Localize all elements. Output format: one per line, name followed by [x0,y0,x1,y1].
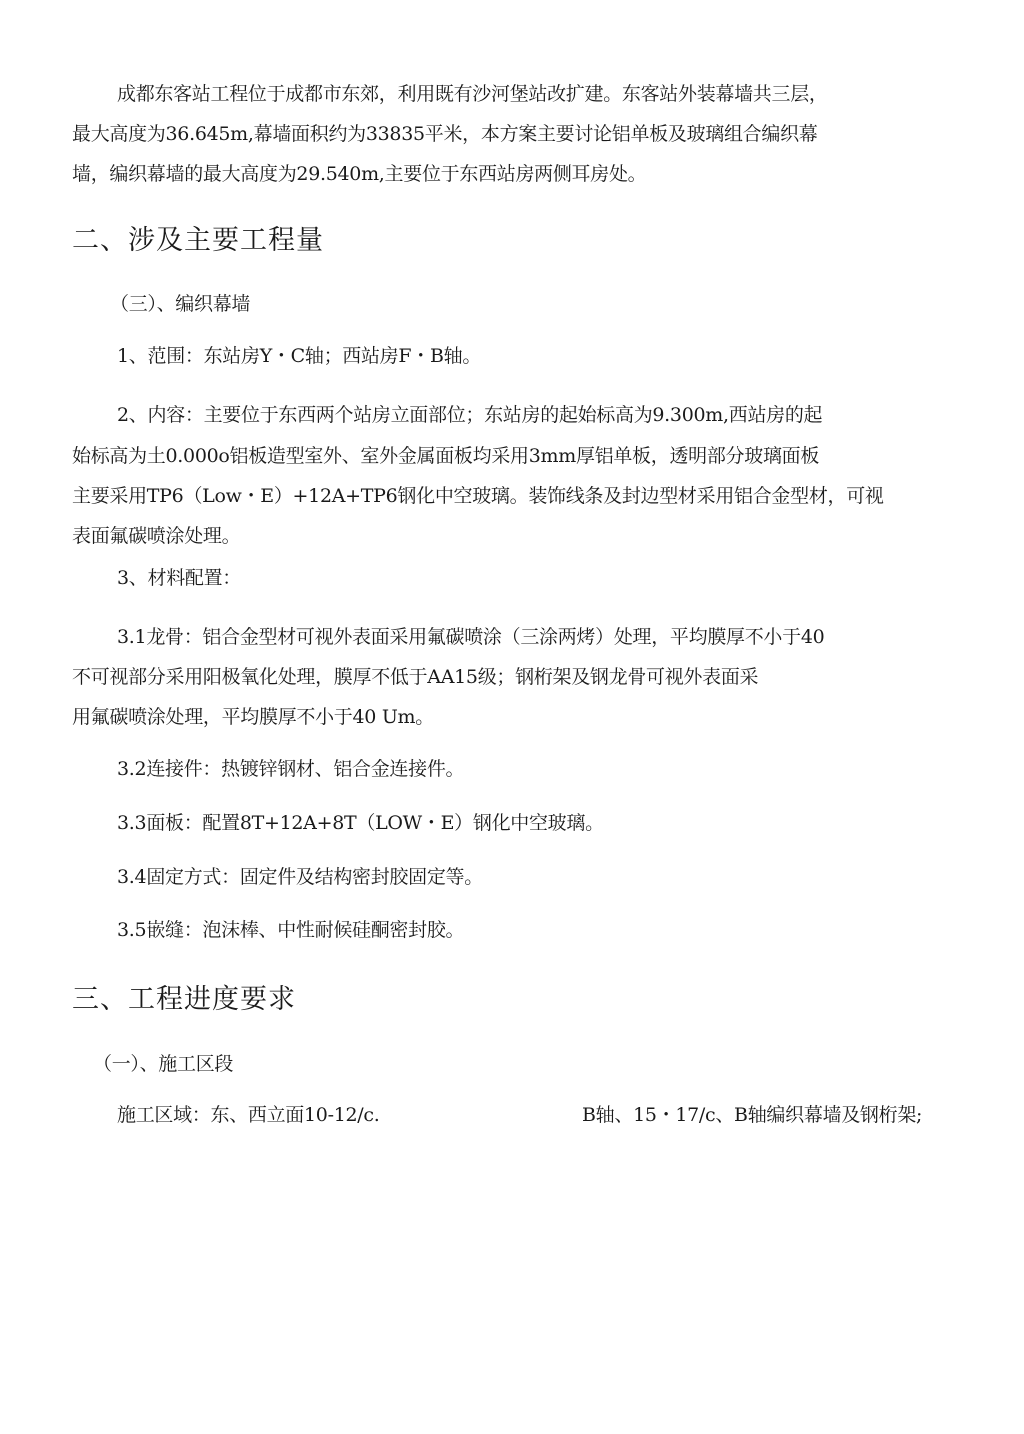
section-heading-2: 二、涉及主要工程量 [72,225,324,256]
item-materials: 3、材料配置： [117,567,241,589]
section-heading-3: 三、工程进度要求 [72,984,296,1015]
construction-area-left: 施工区域：东、西立面10-12/c. [117,1104,380,1126]
item-joint-sealing: 3.5嵌缝：泡沫棒、中性耐候硅酮密封胶。 [117,919,465,941]
subheading-weave-curtain-wall: （三）、编织幕墙 [110,293,251,315]
item-panels: 3.3面板：配置8T+12A+8T（LOW・E）钢化中空玻璃。 [117,812,604,834]
item-content-line-4: 表面氟碳喷涂处理。 [72,525,241,547]
item-connectors: 3.2连接件：热镀锌钢材、铝合金连接件。 [117,758,465,780]
item-keel-line-1: 3.1龙骨：铝合金型材可视外表面采用氟碳喷涂（三涂两烤）处理，平均膜厚不小于40 [117,626,825,648]
item-keel-line-3: 用氟碳喷涂处理，平均膜厚不小于40 Um。 [72,706,434,728]
item-content-line-1: 2、内容：主要位于东西两个站房立面部位；东站房的起始标高为9.300m,西站房的起 [117,404,823,426]
subheading-construction-zones: （一）、施工区段 [93,1053,234,1075]
intro-line-1: 成都东客站工程位于成都市东郊，利用既有沙河堡站改扩建。东客站外装幕墙共三层， [117,83,828,105]
item-scope: 1、范围：东站房Y・C轴；西站房F・B轴。 [117,345,482,367]
intro-line-2: 最大高度为36.645m,幕墙面积约为33835平米，本方案主要讨论铝单板及玻璃组合编织幕 [72,123,818,145]
item-fixing-method: 3.4固定方式：固定件及结构密封胶固定等。 [117,866,483,888]
intro-line-3: 墙，编织幕墙的最大高度为29.540m,主要位于东西站房两侧耳房处。 [72,163,647,185]
item-keel-line-2: 不可视部分采用阳极氧化处理，膜厚不低于AA15级；钢桁架及钢龙骨可视外表面采 [72,666,759,688]
construction-area-right: B轴、15・17/c、B轴编织幕墙及钢桁架; [582,1104,923,1126]
item-content-line-2: 始标高为土0.000o铝板造型室外、室外金属面板均采用3mm厚铝单板，透明部分玻璃面板 [72,445,820,467]
item-content-line-3: 主要采用TP6（Low・E）+12A+TP6钢化中空玻璃。装饰线条及封边型材采用铝合金型材，可视 [72,485,884,507]
